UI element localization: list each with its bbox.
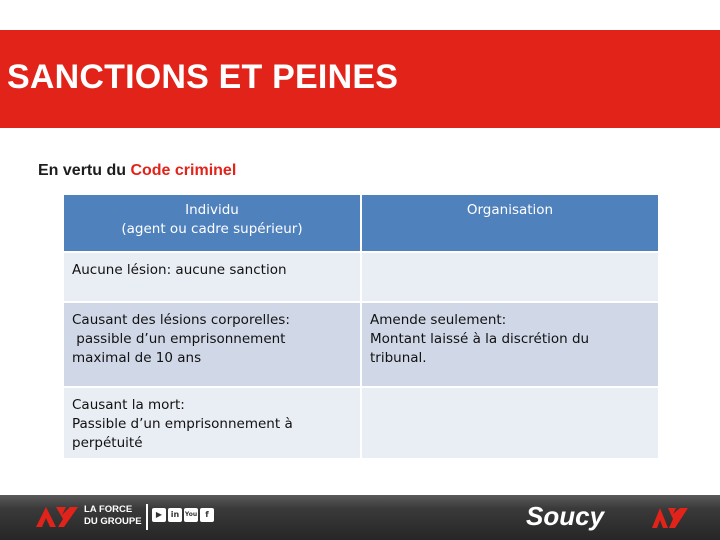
- subtitle-accent: Code criminel: [130, 162, 237, 179]
- cell-organisation: [361, 387, 659, 459]
- cell-organisation: [361, 252, 659, 302]
- header-organisation-line-1: Organisation: [466, 202, 554, 218]
- linkedin-icon[interactable]: in: [168, 508, 182, 522]
- table-row: [63, 302, 659, 387]
- slide-title: SANCTIONS ET PEINES: [7, 58, 399, 96]
- cell-line: Aucune lésion: aucune sanction: [72, 262, 287, 278]
- facebook-icon[interactable]: f: [200, 508, 214, 522]
- sanctions-table: [62, 193, 660, 460]
- video-icon[interactable]: ▶: [152, 508, 166, 522]
- footer-divider: [146, 504, 148, 530]
- tagline-line-1: LA FORCE: [84, 504, 133, 515]
- cell-line: passible d’un emprisonnement: [72, 331, 286, 347]
- cell-individu: [63, 387, 361, 459]
- cell-line: Passible d’un emprisonnement à: [72, 416, 293, 432]
- tagline-line-2: DU GROUPE: [84, 516, 142, 527]
- header-individu-line-1: Individu: [185, 202, 239, 218]
- cell-individu: [63, 252, 361, 302]
- cell-line: Amende seulement:: [370, 312, 507, 328]
- cell-individu: [63, 302, 361, 387]
- header-individu-line-2: (agent ou cadre supérieur): [121, 221, 303, 237]
- subtitle: [38, 162, 236, 180]
- brand-tagline: [84, 504, 142, 528]
- table-row: [63, 252, 659, 302]
- social-icons: [152, 508, 214, 522]
- header-organisation: [361, 194, 659, 252]
- table-row: [63, 387, 659, 459]
- table-header-row: [63, 194, 659, 252]
- footer-bar: [0, 495, 720, 540]
- cell-line: maximal de 10 ans: [72, 350, 202, 366]
- soucy-logo-text: Soucy: [526, 501, 605, 531]
- cell-line: tribunal.: [370, 350, 427, 366]
- cell-organisation: [361, 302, 659, 387]
- cell-line: perpétuité: [72, 435, 143, 451]
- subtitle-prefix: En vertu du: [38, 162, 131, 179]
- header-individu: [63, 194, 361, 252]
- cell-line: Causant des lésions corporelles:: [72, 312, 290, 328]
- cell-line: Montant laissé à la discrétion du: [370, 331, 590, 347]
- soucy-logo: [524, 500, 690, 534]
- cell-line: Causant la mort:: [72, 397, 185, 413]
- group-logo-icon: [36, 507, 78, 527]
- youtube-icon[interactable]: You: [184, 508, 198, 522]
